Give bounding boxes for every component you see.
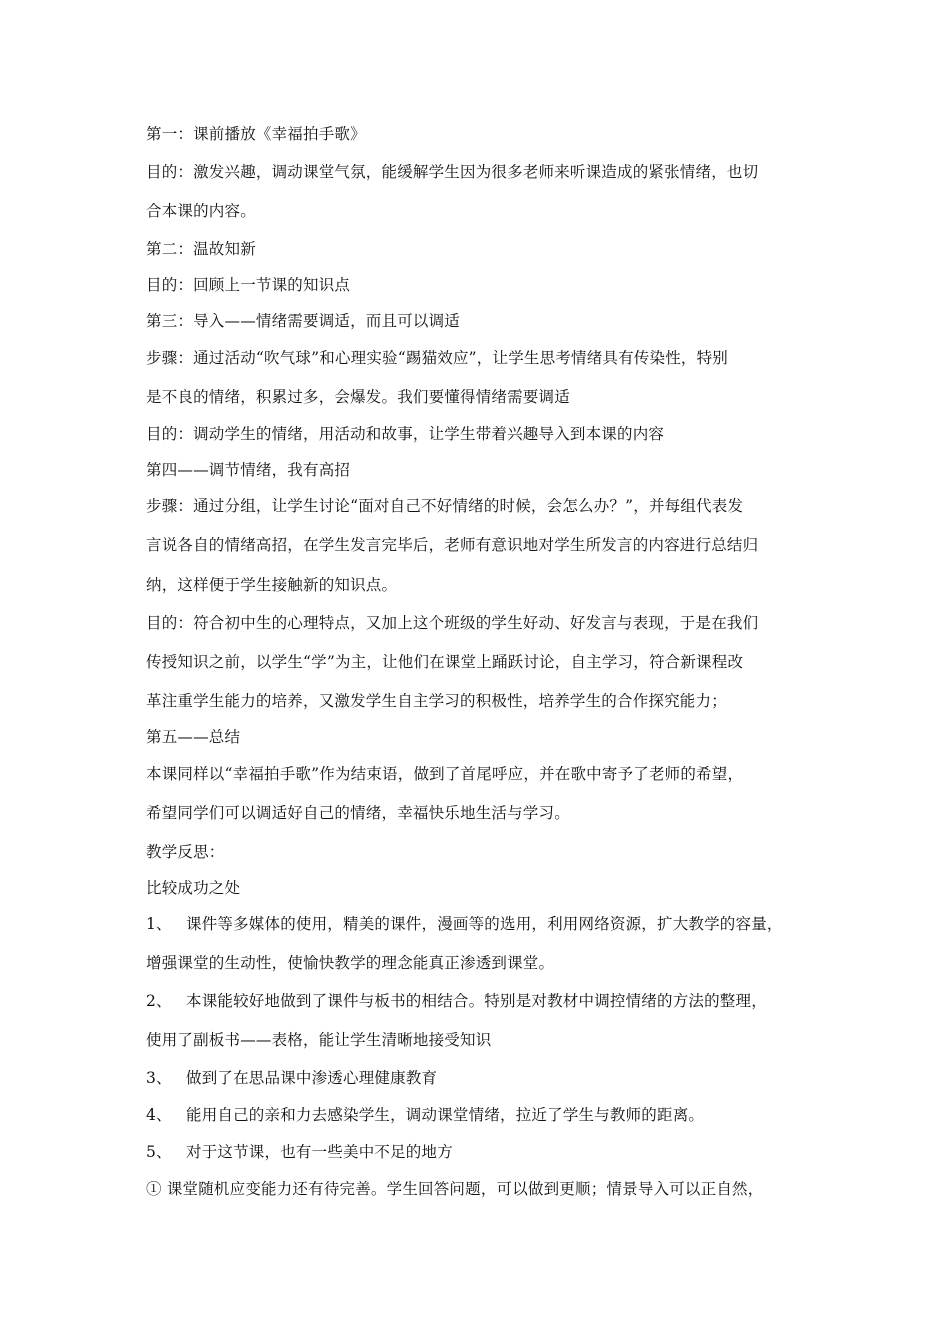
paragraph-line: 纳，这样便于学生接触新的知识点。 bbox=[146, 576, 398, 594]
list-number: 3、 bbox=[146, 1069, 172, 1087]
paragraph-line: 革注重学生能力的培养，又激发学生自主学习的积极性，培养学生的合作探究能力； bbox=[146, 692, 727, 710]
paragraph-line: 目的：回顾上一节课的知识点 bbox=[146, 276, 351, 294]
paragraph-line: 本课同样以“幸福拍手歌”作为结束语，做到了首尾呼应，并在歌中寄予了老师的希望， bbox=[146, 765, 744, 783]
list-item bbox=[146, 1141, 453, 1163]
list-text: 做到了在思品课中渗透心理健康教育 bbox=[186, 1069, 438, 1087]
list-number: 4、 bbox=[146, 1106, 172, 1124]
list-text: 增强课堂的生动性，使愉快教学的理念能真正渗透到课堂。 bbox=[146, 954, 555, 972]
paragraph-line: 希望同学们可以调适好自己的情绪，幸福快乐地生活与学习。 bbox=[146, 804, 570, 822]
heading-step-5: 第五——总结 bbox=[146, 728, 241, 746]
paragraph-line: 目的：符合初中生的心理特点，又加上这个班级的学生好动、好发言与表现，于是在我们 bbox=[146, 614, 759, 632]
paragraph-line: 言说各自的情绪高招，在学生发言完毕后，老师有意识地对学生所发言的内容进行总结归 bbox=[146, 536, 759, 554]
paragraph-line: 目的：激发兴趣，调动课堂气氛，能缓解学生因为很多老师来听课造成的紧张情绪，也切 bbox=[146, 163, 759, 181]
heading-reflection: 教学反思： bbox=[146, 843, 225, 861]
list-number: 1、 bbox=[146, 915, 172, 933]
list-text: 本课能较好地做到了课件与板书的相结合。特别是对教材中调控情绪的方法的整理， bbox=[186, 992, 767, 1010]
heading-step-2: 第二：温故知新 bbox=[146, 240, 256, 258]
list-item-continuation bbox=[146, 1029, 491, 1051]
paragraph-line: 目的：调动学生的情绪，用活动和故事，让学生带着兴趣导入到本课的内容 bbox=[146, 425, 665, 443]
paragraph-line: 传授知识之前，以学生“学”为主，让他们在课堂上踊跃讨论，自主学习，符合新课程改 bbox=[146, 653, 744, 671]
list-item bbox=[146, 1104, 704, 1126]
heading-step-4: 第四——调节情绪，我有高招 bbox=[146, 461, 351, 479]
list-text: 使用了副板书——表格，能让学生清晰地接受知识 bbox=[146, 1031, 492, 1049]
sub-list-item bbox=[146, 1178, 763, 1200]
list-number: 5、 bbox=[146, 1143, 172, 1161]
list-number: 2、 bbox=[146, 992, 172, 1010]
list-text: 对于这节课，也有一些美中不足的地方 bbox=[186, 1143, 453, 1161]
list-text: 能用自己的亲和力去感染学生，调动课堂情绪，拉近了学生与教师的距离。 bbox=[186, 1106, 705, 1124]
list-item-continuation bbox=[146, 952, 554, 974]
list-item bbox=[146, 913, 783, 935]
heading-step-3: 第三：导入——情绪需要调适，而且可以调适 bbox=[146, 312, 461, 330]
heading-success-points: 比较成功之处 bbox=[146, 879, 241, 897]
list-text: ① 课堂随机应变能力还有待完善。学生回答问题，可以做到更顺；情景导入可以正自然， bbox=[146, 1180, 764, 1198]
list-item bbox=[146, 1067, 437, 1089]
list-item bbox=[146, 990, 767, 1012]
paragraph-line: 是不良的情绪，积累过多，会爆发。我们要懂得情绪需要调适 bbox=[146, 388, 570, 406]
paragraph-line: 步骤：通过活动“吹气球”和心理实验“踢猫效应”，让学生思考情绪具有传染性，特别 bbox=[146, 349, 728, 367]
paragraph-line: 步骤：通过分组，让学生讨论“面对自己不好情绪的时候，会怎么办？”，并每组代表发 bbox=[146, 497, 744, 515]
list-text: 课件等多媒体的使用，精美的课件，漫画等的选用，利用网络资源，扩大教学的容量， bbox=[186, 915, 783, 933]
paragraph-line: 合本课的内容。 bbox=[146, 202, 256, 220]
heading-step-1: 第一：课前播放《幸福拍手歌》 bbox=[146, 125, 366, 143]
